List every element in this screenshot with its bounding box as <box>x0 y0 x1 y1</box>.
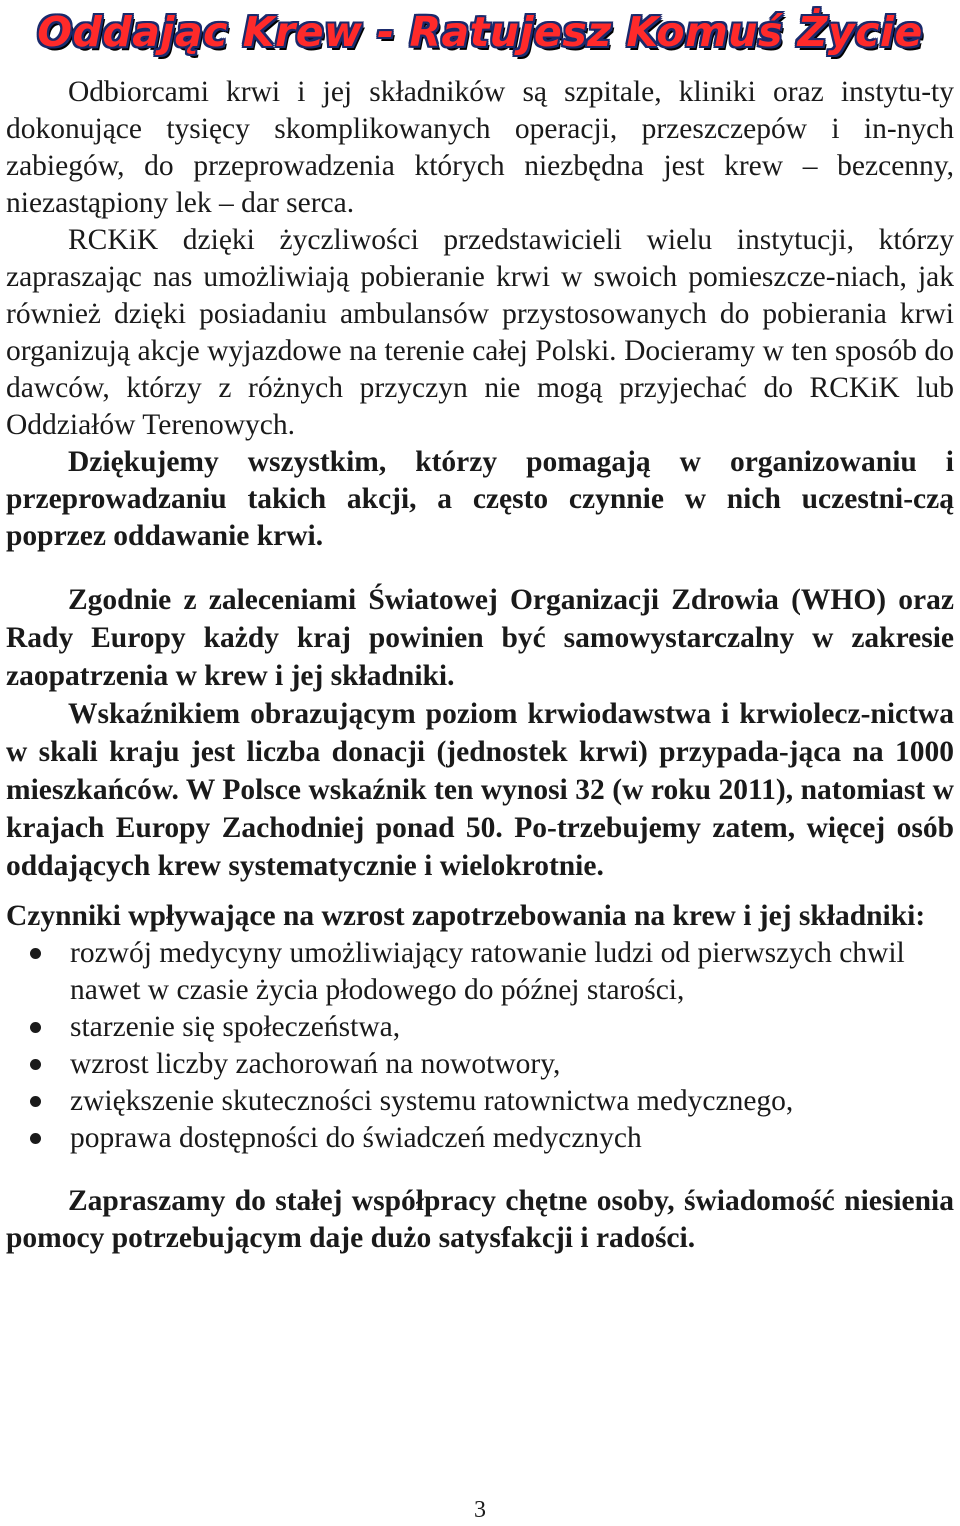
list-item <box>6 1046 954 1083</box>
bullet-icon <box>30 1059 41 1070</box>
list-item <box>6 1083 954 1120</box>
list-item-text: starzenie się społeczeństwa, <box>70 1011 401 1043</box>
paragraph-who-recommendations: Zgodnie z zaleceniami Światowej Organizacji Zdrowia (WHO) oraz Rady Europy każdy kraj powinien być samowystarczalny w zakresie zaopatrzenia w krew i jej składniki. <box>6 584 954 692</box>
list-item-text: zwiększenie skuteczności systemu ratownictwa medycznego, <box>70 1085 794 1117</box>
list-item-text: rozwój medycyny umożliwiający ratowanie ludzi od pierwszych chwil nawet w czasie życia płodowego do późnej starości, <box>70 937 905 1006</box>
page-number: 3 <box>474 1497 486 1523</box>
factors-list <box>6 935 954 1157</box>
list-item <box>6 1009 954 1046</box>
list-item-text: wzrost liczby zachorowań na nowotwory, <box>70 1048 561 1080</box>
list-item-text: poprawa dostępności do świadczeń medycznych <box>70 1122 642 1154</box>
paragraph-recipients: Odbiorcami krwi i jej składników są szpitale, kliniki oraz instytu-ty dokonujące tysięcy skomplikowanych operacji, przeszczepów i in-nych zabiegów, do przeprowadzenia których niezbędna jest krew – bezcenny, niezastąpiony lek – dar serca. <box>6 76 954 219</box>
page-title: Oddając Krew - Ratujesz Komuś Życie <box>37 8 923 56</box>
bullet-icon <box>30 948 41 959</box>
bullet-icon <box>30 1133 41 1144</box>
list-item <box>6 1120 954 1157</box>
spacer <box>6 1157 954 1183</box>
spacer <box>6 885 954 897</box>
factors-heading: Czynniki wpływające na wzrost zapotrzebowania na krew i jej składniki: <box>6 900 926 932</box>
bullet-icon <box>30 1096 41 1107</box>
list-item <box>6 935 954 1009</box>
bullet-icon <box>30 1022 41 1033</box>
spacer <box>6 555 954 581</box>
paragraph-donation-index: Wskaźnikiem obrazującym poziom krwiodawstwa i krwiolecz-nictwa w skali kraju jest liczba donacji (jednostek krwi) przypada-jąca na 1000 mieszkańców. W Polsce wskaźnik ten wynosi 32 (w roku 2011), natomiast w krajach Europy Zachodniej ponad 50. Po-trzebujemy zatem, więcej osób oddających krew systematycznie i wielokrotnie. <box>6 698 954 882</box>
paragraph-mobile-collections: RCKiK dzięki życzliwości przedstawicieli wielu instytucji, którzy zapraszając nas umożliwiają pobieranie krwi w swoich pomieszcze-niach, jak również dzięki posiadaniu ambulansów przystosowanych do pobierania krwi organizują akcje wyjazdowe na terenie całej Polski. Docieramy w ten sposób do dawców, którzy z różnych przyczyn nie mogą przyjechać do RCKiK lub Oddziałów Terenowych. <box>6 224 954 441</box>
paragraph-thanks: Dziękujemy wszystkim, którzy pomagają w organizowaniu i przeprowadzaniu takich akcji, a często czynnie w nich uczestni-czą poprzez oddawanie krwi. <box>6 446 954 552</box>
paragraph-invitation: Zapraszamy do stałej współpracy chętne osoby, świadomość niesienia pomocy potrzebującym daje dużo satysfakcji i radości. <box>6 1185 954 1254</box>
